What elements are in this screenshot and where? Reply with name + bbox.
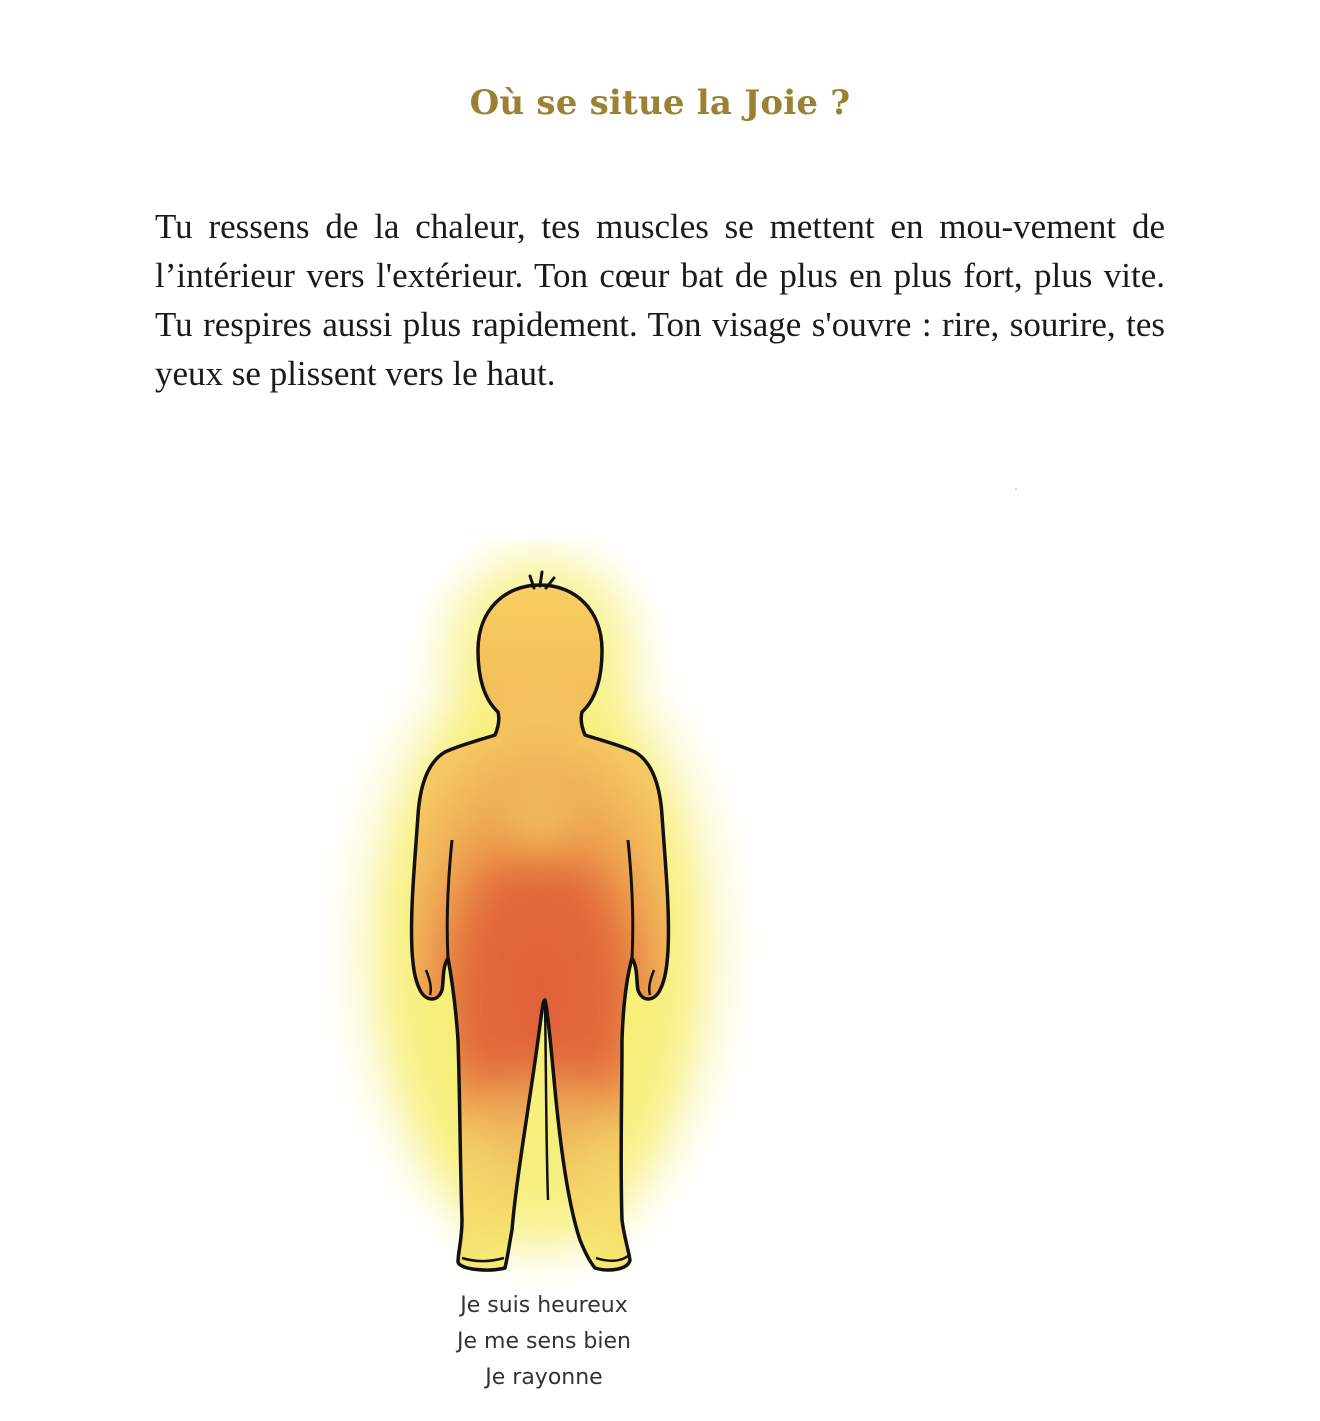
- illustration-caption: [394, 1288, 694, 1396]
- page-title: Où se situe la Joie ?: [469, 82, 851, 123]
- joy-body-illustration: [290, 540, 790, 1300]
- glowing-child-silhouette-icon: [290, 540, 790, 1300]
- decorative-speck: [1015, 488, 1017, 490]
- caption-line: Je suis heureux: [460, 1293, 628, 1318]
- caption-line: Je me sens bien: [457, 1329, 631, 1354]
- body-paragraph: Tu ressens de la chaleur, tes muscles se mettent en mou-vement de l’intérieur vers l'extérieur. Ton cœur bat de plus en plus fort, plus vite. Tu respires aussi plus rapidement. Ton visage s'ouvre : rire, sourire, tes yeux se plissent vers le haut.: [155, 207, 1165, 393]
- caption-line: Je rayonne: [485, 1365, 603, 1390]
